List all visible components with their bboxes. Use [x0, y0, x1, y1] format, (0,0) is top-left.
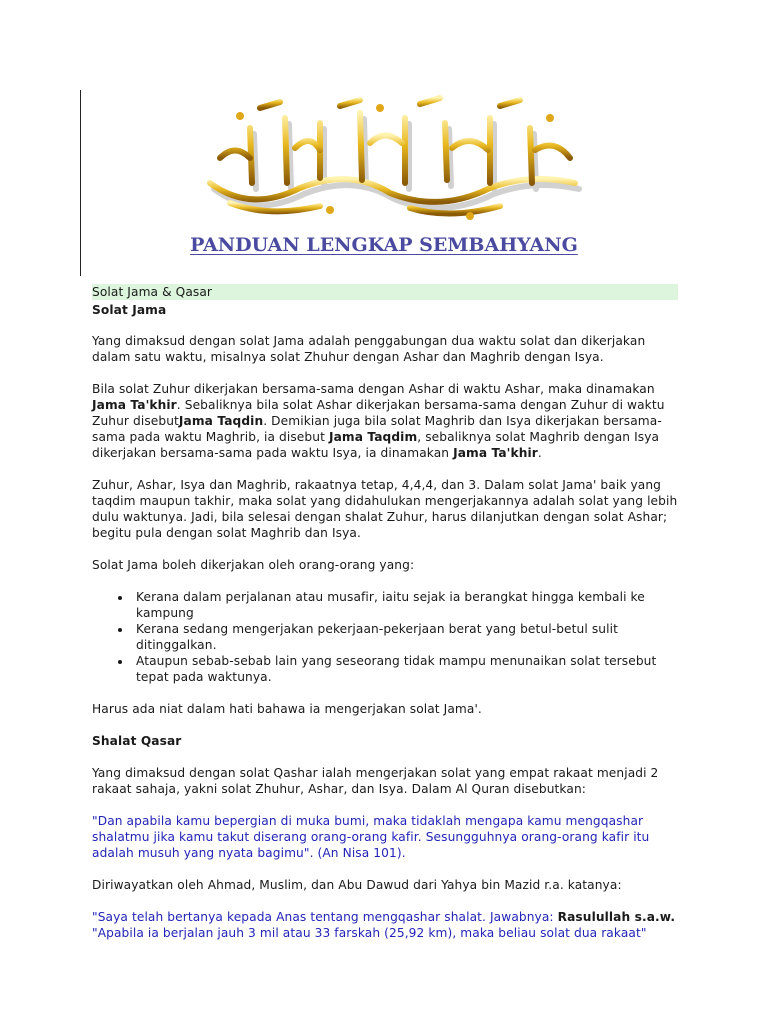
term-jama-taqdin: Jama Taqdin	[178, 414, 264, 428]
qasar-paragraph-1: Yang dimaksud dengan solat Qashar ialah mengerjakan solat yang empat rakaat menjadi 2 rakaat sahaja, yakni solat Zhuhur, Ashar, dan Isya. Dalam Al Quran disebutkan:	[92, 766, 659, 796]
bismillah-calligraphy-image	[190, 88, 590, 228]
hadith-quote: "Saya telah bertanya kepada Anas tentang mengqashar shalat. Jawabnya: Rasulullah s.a.w. "Apabila ia berjalan jauh 3 mil atau 33 farskah (25,92 km), maka beliau solat dua rakaat"	[92, 910, 676, 940]
term-rasulullah: Rasulullah s.a.w.	[557, 910, 676, 924]
list-item: • Kerana sedang mengerjakan pekerjaan-pekerjaan berat yang betul-betul sulit ditinggalkan.	[132, 621, 678, 653]
section-subtitle: Solat Jama	[92, 303, 167, 317]
qasar-heading: Shalat Qasar	[92, 734, 182, 748]
paragraph-1: Yang dimaksud dengan solat Jama adalah penggabungan dua waktu solat dan dikerjakan dalam satu waktu, misalnya solat Zhuhur dengan Ashar dan Maghrib dengan Isya.	[92, 334, 646, 364]
paragraph-2: Bila solat Zuhur dikerjakan bersama-sama dengan Ashar di waktu Ashar, maka dinamakan Jama Ta'khir. Sebaliknya bila solat Ashar dikerjakan bersama-sama dengan Zuhur di waktu Zuhur disebutJama Taqdin. Demikian juga bila solat Maghrib dan Isya dikerjakan bersama-sama pada waktu Maghrib, ia disebut Jama Taqdim, sebaliknya solat Maghrib dengan Isya dikerjakan bersama-sama pada waktu Isya, ia dinamakan Jama Ta'khir.	[92, 382, 665, 460]
term-jama-takhir-2: Jama Ta'khir	[453, 446, 538, 460]
term-jama-taqdim: Jama Taqdim	[328, 430, 418, 444]
paragraph-5: Harus ada niat dalam hati bahawa ia mengerjakan solat Jama'.	[92, 702, 482, 716]
section-header-bar: Solat Jama & Qasar	[92, 284, 678, 300]
list-item: • Kerana dalam perjalanan atau musafir, iaitu sejak ia berangkat hingga kembali ke kampung	[132, 589, 678, 621]
term-jama-takhir: Jama Ta'khir	[92, 398, 177, 412]
qasar-paragraph-2: Diriwayatkan oleh Ahmad, Muslim, dan Abu Dawud dari Yahya bin Mazid r.a. katanya:	[92, 878, 622, 892]
list-item: • Ataupun sebab-sebab lain yang seseorang tidak mampu menunaikan solat tersebut tepat pada waktunya.	[132, 653, 678, 685]
article-body	[92, 284, 678, 957]
conditions-list	[92, 589, 678, 685]
page-title: PANDUAN LENGKAP SEMBAHYANG	[190, 234, 578, 256]
paragraph-4: Solat Jama boleh dikerjakan oleh orang-orang yang:	[92, 558, 415, 572]
paragraph-3: Zuhur, Ashar, Isya dan Maghrib, rakaatnya tetap, 4,4,4, dan 3. Dalam solat Jama' baik yang taqdim maupun takhir, maka solat yang didahulukan mengerjakannya adalah solat yang lebih dulu waktunya. Jadi, bila selesai dengan shalat Zuhur, harus dilanjutkan dengan solat Ashar; begitu pula dengan solat Maghrib dan Isya.	[92, 478, 678, 540]
quran-quote: "Dan apabila kamu bepergian di muka bumi, maka tidaklah mengapa kamu mengqashar shalatmu jika kamu takut diserang orang-orang kafir. Sesungguhnya orang-orang kafir itu adalah musuh yang nyata bagimu". (An Nisa 101).	[92, 814, 650, 860]
